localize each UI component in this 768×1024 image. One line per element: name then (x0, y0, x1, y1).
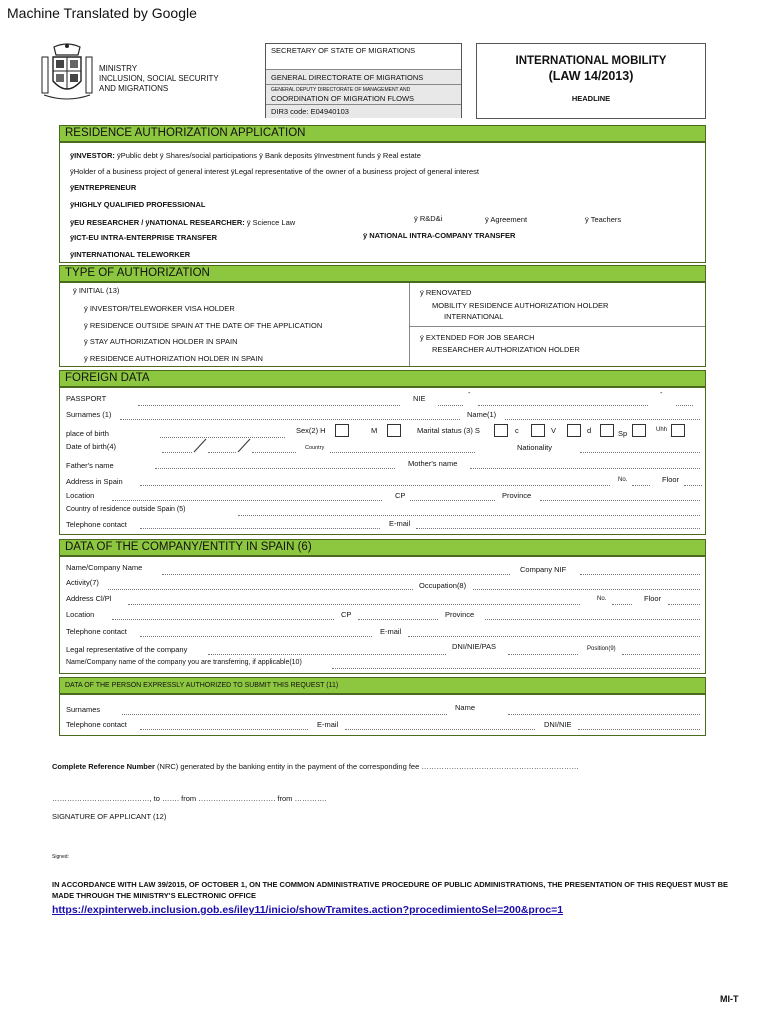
company-email-field[interactable] (408, 636, 700, 637)
company-address-field[interactable] (128, 604, 580, 605)
company-floor-field[interactable] (668, 604, 700, 605)
international-label: INTERNATIONAL (444, 312, 504, 321)
company-section-header: DATA OF THE COMPANY/ENTITY IN SPAIN (6) (59, 539, 706, 556)
marital-label: Marital status (3) S (417, 426, 480, 435)
name-label: Name(1) (467, 410, 497, 419)
company-email-label: E-mail (380, 627, 402, 636)
surnames-field[interactable] (120, 419, 460, 420)
teachers-option[interactable]: ÿ Teachers (585, 215, 622, 224)
nie-label: NIE (413, 394, 426, 403)
marital-v-checkbox[interactable] (567, 424, 581, 437)
authorized-email-field[interactable] (345, 729, 535, 730)
email-label: E-mail (389, 519, 411, 528)
country-residence-field[interactable] (238, 515, 700, 516)
entrepreneur-option[interactable]: ÿENTREPRENEUR (70, 183, 137, 192)
residence-holder-option[interactable]: ÿ RESIDENCE AUTHORIZATION HOLDER IN SPAIN (84, 354, 263, 363)
legal-rep-dni-label: DNI/NIE/PAS (452, 642, 497, 651)
marital-uhh-checkbox[interactable] (671, 424, 685, 437)
foreign-section-header: FOREIGN DATA (59, 370, 706, 387)
authorized-email-label: E-mail (317, 720, 339, 729)
dob-month-field[interactable] (208, 452, 236, 453)
place-birth-label: place of birth (66, 429, 109, 438)
company-province-field[interactable] (485, 619, 700, 620)
nie-dash-2: - (660, 388, 663, 397)
legal-rep-field[interactable] (208, 654, 446, 655)
initial-option[interactable]: ÿ INITIAL (13) (73, 286, 120, 295)
extended-option[interactable]: ÿ EXTENDED FOR JOB SEARCH (420, 333, 535, 342)
nie-number-field[interactable] (478, 405, 648, 406)
authorized-surnames-label: Surnames (66, 705, 101, 714)
province-field[interactable] (540, 500, 700, 501)
authorized-name-field[interactable] (508, 714, 700, 715)
teleworker-option[interactable]: ÿINTERNATIONAL TELEWORKER (70, 250, 191, 259)
nationality-field[interactable] (580, 452, 700, 453)
electronic-office-link[interactable]: https://expinterweb.inclusion.gob.es/iley11/inicio/showTramites.action?procedimientoSel=200&proc=1 (52, 904, 564, 916)
ict-option[interactable]: ÿICT-EU INTRA-ENTERPRISE TRANSFER (70, 233, 218, 242)
researcher-row[interactable]: ÿEU RESEARCHER / ÿNATIONAL RESEARCHER: ÿ Science Law (70, 218, 296, 227)
nie-suffix-field[interactable] (676, 405, 693, 406)
legal-rep-dni-field[interactable] (508, 654, 578, 655)
authorized-telephone-label: Telephone contact (66, 720, 127, 729)
ministry-name: MINISTRY INCLUSION, SOCIAL SECURITY AND MIGRATIONS (99, 64, 219, 93)
visa-holder-option[interactable]: ÿ INVESTOR/TELEWORKER VISA HOLDER (84, 304, 235, 313)
authorized-surnames-field[interactable] (122, 714, 447, 715)
place-date-line[interactable]: …………………………………, to ……. from …………………………. from …………. (52, 794, 327, 803)
nrc-line[interactable]: Complete Reference Number (NRC) generated by the banking entity in the payment of the corresponding fee ……………………………………………………… (52, 762, 579, 771)
telephone-field[interactable] (140, 528, 380, 529)
father-field[interactable] (155, 468, 395, 469)
national-transfer-option[interactable]: ÿ NATIONAL INTRA-COMPANY TRANSFER (363, 231, 516, 240)
nie-dash-1: - (468, 388, 471, 397)
location-field[interactable] (112, 500, 382, 501)
address-floor-label: Floor (662, 475, 680, 484)
address-floor-field[interactable] (684, 485, 702, 486)
dob-year-field[interactable] (252, 452, 296, 453)
renovated-option[interactable]: ÿ RENOVATED (420, 288, 472, 297)
occupation-field[interactable] (473, 589, 700, 590)
company-floor-label: Floor (644, 594, 662, 603)
legal-rep-label: Legal representative of the company (66, 645, 188, 654)
address-no-label: No. (618, 477, 628, 483)
email-field[interactable] (416, 528, 700, 529)
researcher-holder-label: RESEARCHER AUTHORIZATION HOLDER (432, 345, 580, 354)
company-name-field[interactable] (162, 574, 510, 575)
company-cp-field[interactable] (358, 619, 438, 620)
nationality-label: Nationality (517, 443, 553, 452)
address-field[interactable] (140, 485, 610, 486)
nie-prefix-field[interactable] (438, 405, 463, 406)
sex-h-checkbox[interactable] (335, 424, 349, 437)
dob-label: Date of birth(4) (66, 442, 117, 451)
country-label: Country (305, 445, 325, 451)
father-label: Father's name (66, 461, 114, 470)
authorized-section-header: DATA OF THE PERSON EXPRESSLY AUTHORIZED TO SUBMIT THIS REQUEST (11) (59, 677, 706, 694)
activity-label: Activity(7) (66, 578, 99, 587)
sex-label: Sex(2) H (296, 426, 326, 435)
transferring-label: Name/Company name of the company you are transferring, if applicable(10) (66, 659, 302, 666)
authorized-telephone-field[interactable] (140, 729, 308, 730)
name-field[interactable] (505, 419, 700, 420)
legal-rep-position-field[interactable] (622, 654, 700, 655)
cp-label: CP (395, 491, 406, 500)
legal-notice: IN ACCORDANCE WITH LAW 39/2015, OF OCTOBER 1, ON THE COMMON ADMINISTRATIVE PROCEDURE OF PUBLIC ADMINISTRATIONS, THE PRESENTATION OF THIS REQUEST MUST BE MADE THROUGH THE MINISTRY'S ELECTRONIC OFFICE (52, 880, 729, 900)
marital-uhh-label: Uhh (656, 427, 668, 433)
signed-label: Signed: (52, 854, 69, 860)
dob-slash-2 (237, 438, 251, 453)
surnames-label: Surnames (1) (66, 410, 112, 419)
address-label: Address in Spain (66, 477, 123, 486)
sex-m-label: M (371, 426, 378, 435)
cp-field[interactable] (410, 500, 495, 501)
mother-field[interactable] (470, 468, 700, 469)
occupation-label: Occupation(8) (419, 581, 467, 590)
authorized-name-label: Name (455, 703, 476, 712)
country-birth-field[interactable] (330, 452, 475, 453)
outside-spain-option[interactable]: ÿ RESIDENCE OUTSIDE SPAIN AT THE DATE OF THE APPLICATION (84, 321, 323, 330)
signature-label: SIGNATURE OF APPLICANT (12) (52, 812, 167, 821)
legal-rep-position-label: Position(9) (587, 646, 616, 652)
activity-field[interactable] (108, 589, 413, 590)
agreement-option[interactable]: ÿ Agreement (485, 215, 528, 224)
company-no-field[interactable] (612, 604, 632, 605)
title-box: INTERNATIONAL MOBILITY (LAW 14/2013) HEADLINE (476, 43, 706, 119)
secretariat-box: SECRETARY OF STATE OF MIGRATIONS GENERAL DIRECTORATE OF MIGRATIONS GENERAL DEPUTY DIRECTORATE OF MANAGEMENT AND COORDINATION OF MIGRATION FLOWS DIR3 code: E04940103 (265, 43, 462, 118)
company-no-label: No. (597, 596, 607, 602)
location-label: Location (66, 491, 95, 500)
marital-v-label: V (551, 426, 557, 435)
company-telephone-field[interactable] (140, 636, 372, 637)
company-address-label: Address Cl/Pl (66, 594, 112, 603)
hqp-option[interactable]: ÿHIGHLY QUALIFIED PROFESSIONAL (70, 200, 206, 209)
transferring-field[interactable] (332, 668, 700, 669)
company-name-label: Name/Company Name (66, 563, 143, 572)
authorization-section-header: TYPE OF AUTHORIZATION (59, 265, 706, 282)
company-province-label: Province (445, 610, 475, 619)
marital-c-label: c (515, 426, 519, 435)
sex-m-checkbox[interactable] (387, 424, 401, 437)
country-residence-label: Country of residence outside Spain (5) (66, 506, 186, 513)
marital-c-checkbox[interactable] (531, 424, 545, 437)
passport-label: PASSPORT (66, 394, 107, 403)
residence-section-header: RESIDENCE AUTHORIZATION APPLICATION (59, 125, 706, 142)
investor-row[interactable]: ÿINVESTOR: ÿPublic debt ÿ Shares/social participations ÿ Bank deposits ÿInvestment funds ÿ Real estate (70, 151, 421, 160)
province-label: Province (502, 491, 532, 500)
company-cp-label: CP (341, 610, 352, 619)
marital-d-checkbox[interactable] (600, 424, 614, 437)
holder-row[interactable]: ÿHolder of a business project of general interest ÿLegal representative of the owner of a business project of general interest (70, 167, 479, 176)
mother-label: Mother's name (408, 459, 458, 468)
company-location-field[interactable] (112, 619, 334, 620)
marital-s-checkbox[interactable] (494, 424, 508, 437)
rdi-option[interactable]: ÿ R&D&i (414, 214, 443, 223)
telephone-label: Telephone contact (66, 520, 127, 529)
company-location-label: Location (66, 610, 95, 619)
company-nif-label: Company NIF (520, 565, 567, 574)
machine-translated-banner: Machine Translated by Google (7, 5, 197, 21)
coat-of-arms-icon (40, 43, 94, 103)
authorized-dni-label: DNI/NIE (544, 720, 572, 729)
passport-field[interactable] (138, 405, 400, 406)
form-code: MI-T (720, 994, 739, 1004)
dob-slash-1 (193, 438, 207, 453)
marital-sp-label: Sp (618, 429, 628, 438)
company-telephone-label: Telephone contact (66, 627, 127, 636)
stay-holder-option[interactable]: ÿ STAY AUTHORIZATION HOLDER IN SPAIN (84, 337, 238, 346)
address-no-field[interactable] (632, 485, 650, 486)
marital-d-label: d (587, 426, 592, 435)
dob-day-field[interactable] (162, 452, 192, 453)
mobility-holder-label: MOBILITY RESIDENCE AUTHORIZATION HOLDER (432, 301, 609, 310)
authorized-dni-field[interactable] (578, 729, 700, 730)
marital-sp-checkbox[interactable] (632, 424, 646, 437)
company-nif-field[interactable] (580, 574, 700, 575)
place-birth-field[interactable] (160, 437, 285, 438)
